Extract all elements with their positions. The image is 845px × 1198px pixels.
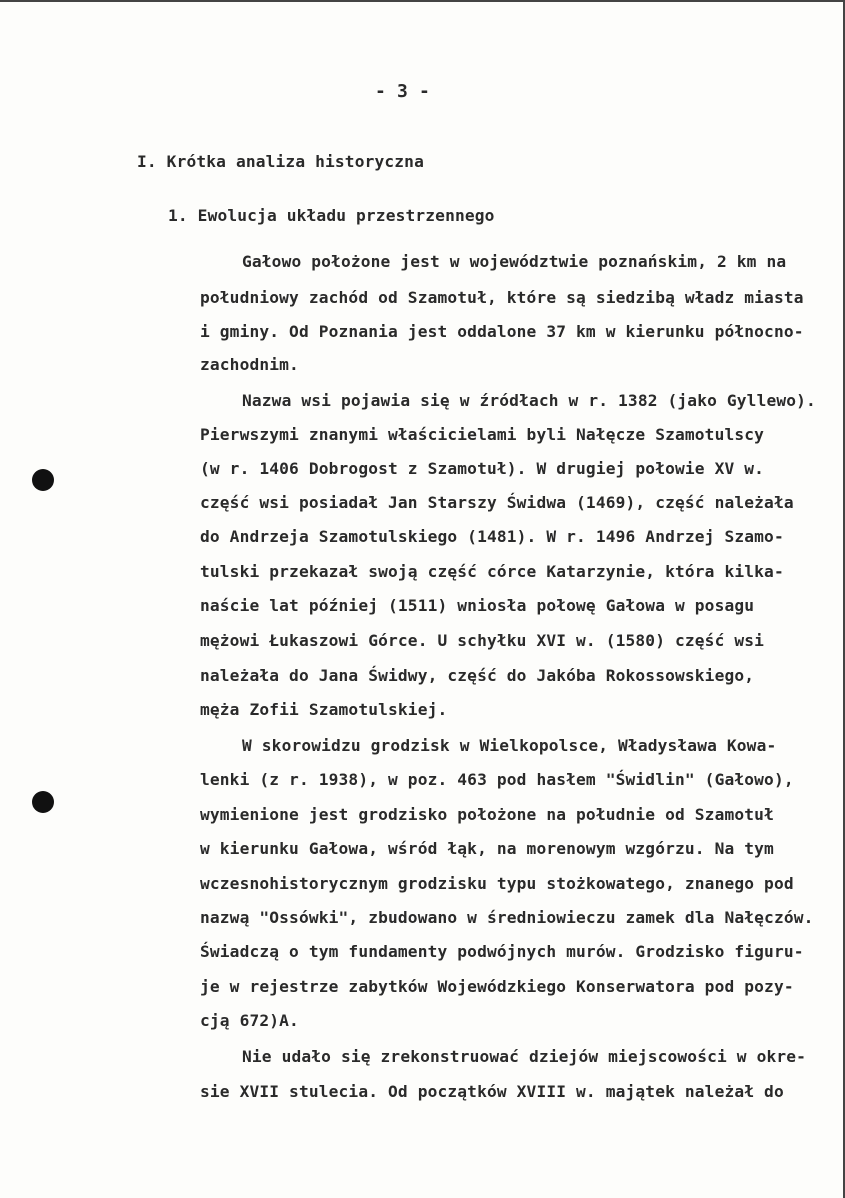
text-line: tulski przekazał swoją część córce Katarzynie, która kilka- xyxy=(200,562,784,581)
text-line: w kierunku Gałowa, wśród łąk, na morenowym wzgórzu. Na tym xyxy=(200,839,774,858)
text-line: nazwą "Ossówki", zbudowano w średniowieczu zamek dla Nałęczów. xyxy=(200,908,814,927)
text-line: Świadczą o tym fundamenty podwójnych murów. Grodzisko figuru- xyxy=(200,942,804,961)
text-line: wczesnohistorycznym grodzisku typu stożkowatego, znanego pod xyxy=(200,874,794,893)
text-line: do Andrzeja Szamotulskiego (1481). W r. 1496 Andrzej Szamo- xyxy=(200,527,784,546)
page-number: - 3 - xyxy=(375,81,430,102)
text-line: mężowi Łukaszowi Górce. U schyłku XVI w. (1580) część wsi xyxy=(200,631,765,650)
text-line: część wsi posiadał Jan Starszy Świdwa (1469), część należała xyxy=(200,493,794,512)
text-line: męża Zofii Szamotulskiej. xyxy=(200,700,448,719)
text-line: południowy zachód od Szamotuł, które są siedzibą władz miasta xyxy=(200,288,804,307)
text-line: lenki (z r. 1938), w poz. 463 pod hasłem "Świdlin" (Gałowo), xyxy=(200,770,794,789)
text-line: należała do Jana Świdwy, część do Jakóba Rokossowskiego, xyxy=(200,666,755,685)
section-heading: I. Krótka analiza historyczna xyxy=(137,152,424,171)
text-line: Gałowo położone jest w województwie poznańskim, 2 km na xyxy=(242,252,787,271)
punch-hole xyxy=(32,469,54,491)
text-line: (w r. 1406 Dobrogost z Szamotuł). W drugiej połowie XV w. xyxy=(200,459,765,478)
text-line: naście lat później (1511) wniosła połowę Gałowa w posagu xyxy=(200,596,755,615)
text-line: cją 672)A. xyxy=(200,1011,299,1030)
text-line: Pierwszymi znanymi właścicielami byli Nałęcze Szamotulscy xyxy=(200,425,765,444)
text-line: W skorowidzu grodzisk w Wielkopolsce, Władysława Kowa- xyxy=(242,736,777,755)
text-line: Nie udało się zrekonstruować dziejów miejscowości w okre- xyxy=(242,1047,807,1066)
text-line: Nazwa wsi pojawia się w źródłach w r. 1382 (jako Gyllewo). xyxy=(242,391,816,410)
text-line: je w rejestrze zabytków Wojewódzkiego Konserwatora pod pozy- xyxy=(200,977,794,996)
text-line: zachodnim. xyxy=(200,355,299,374)
text-line: wymienione jest grodzisko położone na południe od Szamotuł xyxy=(200,805,774,824)
text-line: sie XVII stulecia. Od początków XVIII w. majątek należał do xyxy=(200,1082,784,1101)
punch-hole xyxy=(32,791,54,813)
text-line: i gminy. Od Poznania jest oddalone 37 km w kierunku północno- xyxy=(200,322,804,341)
subsection-heading: 1. Ewolucja układu przestrzennego xyxy=(168,206,495,225)
